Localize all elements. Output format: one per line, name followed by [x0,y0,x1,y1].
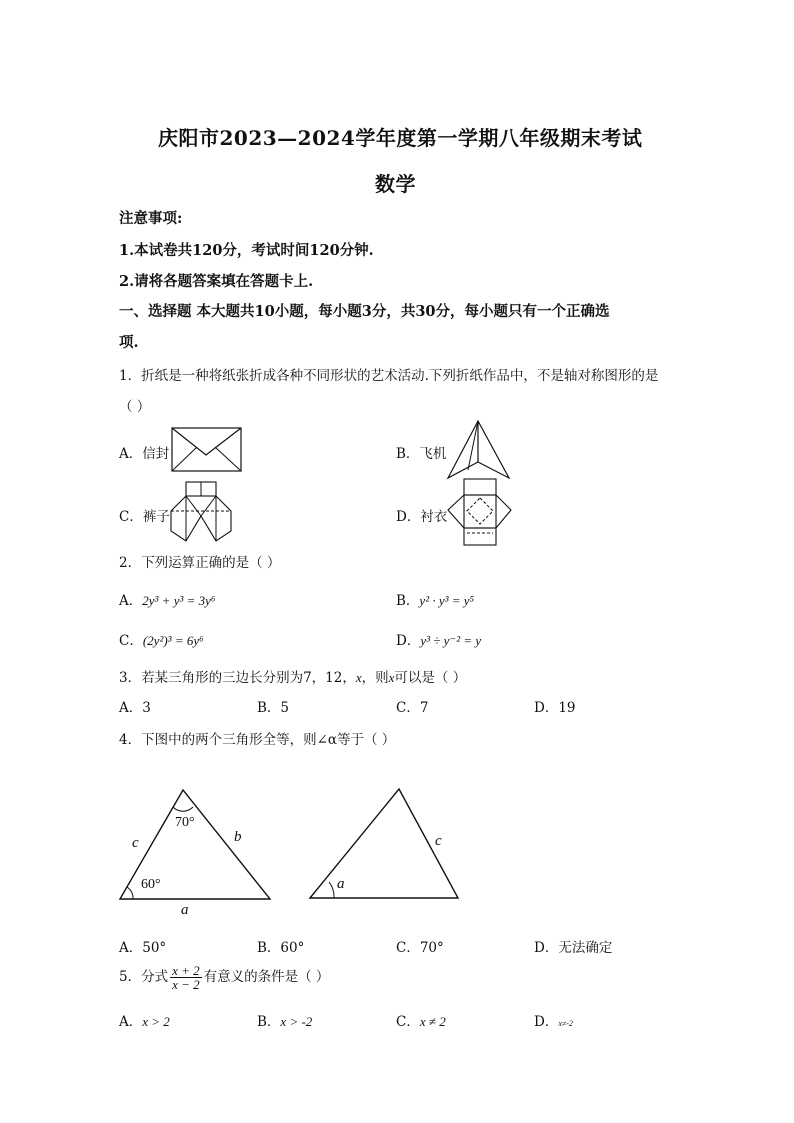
q5-stem [119,964,329,991]
q2-c-expr: (2y²)³ = 6y⁶ [142,633,204,648]
q3-var-x: x [355,670,362,685]
q3-option-a: A．3 [119,700,151,716]
q2-option-d [396,629,481,649]
q1-option-b: B．飞机 [396,446,447,462]
q2-option-a [119,589,215,609]
q1-option-d: D．衬衣 [396,509,448,525]
q3-var-x-2: x [388,670,395,685]
triangle-1-figure [115,785,280,920]
tri1-side-c: c [132,835,139,851]
q3-option-b: B．5 [257,700,290,716]
q2-c-label: C． [119,633,143,649]
q2-d-label: D． [396,633,421,649]
q5-a-expr: x > 2 [142,1014,170,1029]
q5-stem-post: 有意义的条件是（ ） [203,969,330,985]
q2-stem: 2．下列运算正确的是（ ） [119,555,281,571]
envelope-figure [171,427,243,473]
q5-b-label: B． [257,1014,281,1030]
q5-numerator: x + 2 [172,963,200,978]
q5-c-label: C． [396,1014,420,1030]
subject-title: 数学 [375,172,416,196]
section-heading-line1: 一、选择题 本大题共10小题，每小题3分，共30分，每小题只有一个正确选 [119,303,610,320]
q5-denominator: x − 2 [172,977,200,992]
tri2-angle-alpha: a [337,876,345,892]
tri2-side-c: c [435,833,442,849]
q5-option-d [534,1010,573,1030]
q1-stem: 1．折纸是一种将纸张折成各种不同形状的艺术活动.下列折纸作品中，不是轴对称图形的是 [119,368,659,384]
q5-option-a [119,1010,170,1030]
q5-a-label: A． [119,1014,143,1030]
q4-option-a: A．50° [119,940,167,956]
q2-b-label: B． [396,593,420,609]
tri1-side-b: b [234,829,242,845]
q5-d-expr: x≠-2 [558,1019,573,1028]
q4-option-b: B．60° [257,940,305,956]
q5-c-expr: x ≠ 2 [419,1014,446,1029]
q5-fraction [170,964,202,991]
section-heading-line2: 项. [119,334,139,351]
note-item-2: 2.请将各题答案填在答题卡上. [119,273,314,290]
q1-option-c: C．裤子 [119,509,170,525]
q4-stem: 4．下图中的两个三角形全等，则∠α等于（ ） [119,732,396,748]
q5-stem-pre: 5．分式 [119,969,169,985]
tri1-side-a: a [181,902,189,918]
q4-option-c: C．70° [396,940,444,956]
q3-option-d: D．19 [534,700,576,716]
q3-stem-mid: ，则 [361,670,389,686]
q4-option-d: D．无法确定 [534,940,613,956]
q5-option-c [396,1010,446,1030]
note-item-1: 1.本试卷共120分，考试时间120分钟. [119,242,374,259]
shirt-figure [447,478,513,548]
notes-heading: 注意事项: [119,210,183,227]
q5-d-label: D． [534,1014,559,1030]
q3-option-c: C．7 [396,700,429,716]
q5-b-expr: x > -2 [280,1014,313,1029]
q2-d-expr: y³ ÷ y⁻² = y [420,633,482,648]
q2-a-label: A． [119,593,143,609]
triangle-2-figure [305,784,470,919]
exam-title: 庆阳市2023—2024学年度第一学期八年级期末考试 [158,126,643,150]
q1-option-a: A．信封 [119,446,170,462]
pants-figure [170,481,236,545]
q2-b-expr: y² · y³ = y⁵ [419,593,475,608]
q2-a-expr: 2y³ + y³ = 3y⁶ [142,593,216,608]
q3-stem [119,666,466,686]
q5-option-b [257,1010,312,1030]
q3-stem-pre: 3．若某三角形的三边长分别为7，12， [119,670,356,686]
paper-plane-figure [446,420,512,480]
tri1-top-angle: 70° [175,815,195,830]
q2-option-c [119,629,204,649]
q3-stem-post: 可以是（ ） [394,670,467,686]
q2-option-b [396,589,474,609]
tri1-left-angle: 60° [141,877,161,892]
q1-paren: （ ） [119,399,151,415]
